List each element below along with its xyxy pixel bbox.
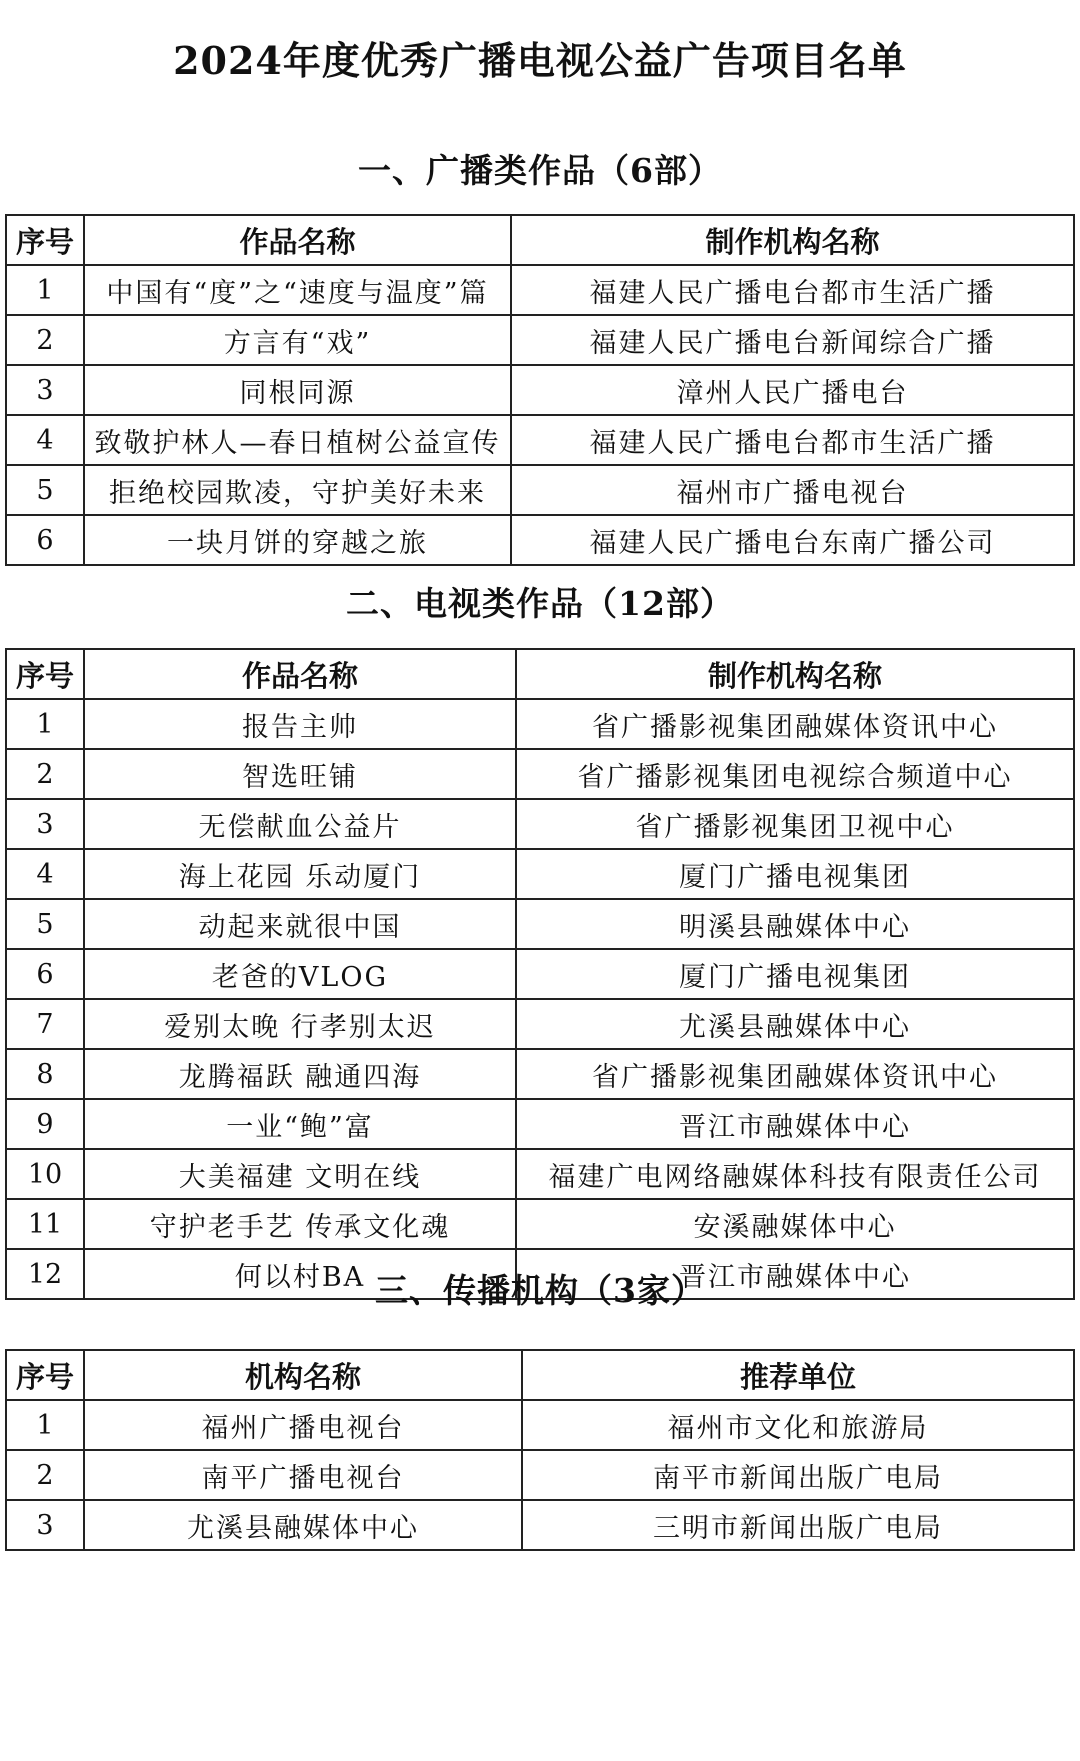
row-organization-cell: 明溪县融媒体中心 [516,899,1074,949]
row-index-cell: 3 [6,365,84,415]
table-row [6,749,1074,799]
row-index-cell: 1 [6,699,84,749]
row-organization-cell: 厦门广播电视集团 [516,849,1074,899]
row-index-cell: 10 [6,1149,84,1199]
row-organization-cell: 南平市新闻出版广电局 [522,1450,1074,1500]
row-organization-cell: 福建人民广播电台都市生活广播 [511,265,1074,315]
table-row [6,1049,1074,1099]
row-name-cell: 龙腾福跃 融通四海 [84,1049,516,1099]
row-name-cell: 致敬护林人—春日植树公益宣传 [84,415,511,465]
row-name-cell: 同根同源 [84,365,511,415]
row-organization-cell: 福建人民广播电台新闻综合广播 [511,315,1074,365]
table-row [6,1400,1074,1450]
row-organization-cell: 福建人民广播电台都市生活广播 [511,415,1074,465]
section-heading-tv: 二、电视类作品（12部） [346,584,734,623]
row-name-cell: 福州广播电视台 [84,1400,522,1450]
table-row [6,999,1074,1049]
section-heading-broadcasters: 三、传播机构（3家） [375,1271,705,1310]
row-organization-cell: 省广播影视集团融媒体资讯中心 [516,1049,1074,1099]
row-organization-cell: 福州市文化和旅游局 [522,1400,1074,1450]
row-name-cell: 海上花园 乐动厦门 [84,849,516,899]
row-organization-cell: 福建广电网络融媒体科技有限责任公司 [516,1149,1074,1199]
column-header-work-name: 作品名称 [84,215,511,265]
row-index-cell: 11 [6,1199,84,1249]
table-row [6,1149,1074,1199]
row-name-cell: 拒绝校园欺凌，守护美好未来 [84,465,511,515]
row-index-cell: 6 [6,949,84,999]
table-header-row [6,649,1074,699]
row-name-cell: 爱别太晚 行孝别太迟 [84,999,516,1049]
row-name-cell: 中国有“度”之“速度与温度”篇 [84,265,511,315]
radio-works-table [5,214,1075,566]
column-header-producer: 制作机构名称 [516,649,1074,699]
row-index-cell: 7 [6,999,84,1049]
table-header-row [6,215,1074,265]
row-organization-cell: 厦门广播电视集团 [516,949,1074,999]
row-organization-cell: 尤溪县融媒体中心 [516,999,1074,1049]
column-header-index: 序号 [6,649,84,699]
column-header-work-name: 作品名称 [84,649,516,699]
row-name-cell: 报告主帅 [84,699,516,749]
table-row [6,699,1074,749]
row-organization-cell: 三明市新闻出版广电局 [522,1500,1074,1550]
row-name-cell: 一业“鲍”富 [84,1099,516,1149]
row-organization-cell: 省广播影视集团卫视中心 [516,799,1074,849]
row-index-cell: 2 [6,1450,84,1500]
table-header-row [6,1350,1074,1400]
row-organization-cell: 省广播影视集团电视综合频道中心 [516,749,1074,799]
row-index-cell: 8 [6,1049,84,1099]
row-organization-cell: 安溪融媒体中心 [516,1199,1074,1249]
row-index-cell: 5 [6,465,84,515]
table-row [6,1199,1074,1249]
table-row [6,465,1074,515]
row-index-cell: 6 [6,515,84,565]
row-index-cell: 4 [6,849,84,899]
table-row [6,1099,1074,1149]
table-row [6,315,1074,365]
row-name-cell: 尤溪县融媒体中心 [84,1500,522,1550]
row-name-cell: 守护老手艺 传承文化魂 [84,1199,516,1249]
row-name-cell: 智选旺铺 [84,749,516,799]
row-name-cell: 何以村BA [84,1249,516,1299]
row-index-cell: 5 [6,899,84,949]
column-header-index: 序号 [6,215,84,265]
row-index-cell: 3 [6,1500,84,1550]
row-index-cell: 9 [6,1099,84,1149]
row-organization-cell: 漳州人民广播电台 [511,365,1074,415]
row-name-cell: 方言有“戏” [84,315,511,365]
table-row [6,899,1074,949]
row-organization-cell: 晋江市融媒体中心 [516,1249,1074,1299]
row-name-cell: 无偿献血公益片 [84,799,516,849]
page-title: 2024年度优秀广播电视公益广告项目名单 [173,38,907,83]
row-index-cell: 1 [6,1400,84,1450]
section-heading-radio: 一、广播类作品（6部） [358,151,722,190]
table-row [6,849,1074,899]
column-header-producer: 制作机构名称 [511,215,1074,265]
row-organization-cell: 晋江市融媒体中心 [516,1099,1074,1149]
row-name-cell: 南平广播电视台 [84,1450,522,1500]
row-index-cell: 2 [6,749,84,799]
table-row [6,1500,1074,1550]
table-row [6,415,1074,465]
table-row [6,949,1074,999]
row-index-cell: 2 [6,315,84,365]
row-name-cell: 动起来就很中国 [84,899,516,949]
table-row [6,365,1074,415]
row-index-cell: 3 [6,799,84,849]
column-header-organization: 机构名称 [84,1350,522,1400]
table-row [6,515,1074,565]
column-header-index: 序号 [6,1350,84,1400]
row-index-cell: 12 [6,1249,84,1299]
row-organization-cell: 福州市广播电视台 [511,465,1074,515]
row-name-cell: 大美福建 文明在线 [84,1149,516,1199]
row-index-cell: 4 [6,415,84,465]
broadcasters-table [5,1349,1075,1551]
row-name-cell: 一块月饼的穿越之旅 [84,515,511,565]
row-index-cell: 1 [6,265,84,315]
row-organization-cell: 福建人民广播电台东南广播公司 [511,515,1074,565]
table-row [6,1450,1074,1500]
column-header-recommender: 推荐单位 [522,1350,1074,1400]
row-organization-cell: 省广播影视集团融媒体资讯中心 [516,699,1074,749]
table-row [6,265,1074,315]
row-name-cell: 老爸的VLOG [84,949,516,999]
table-row [6,799,1074,849]
tv-works-table [5,648,1075,1300]
